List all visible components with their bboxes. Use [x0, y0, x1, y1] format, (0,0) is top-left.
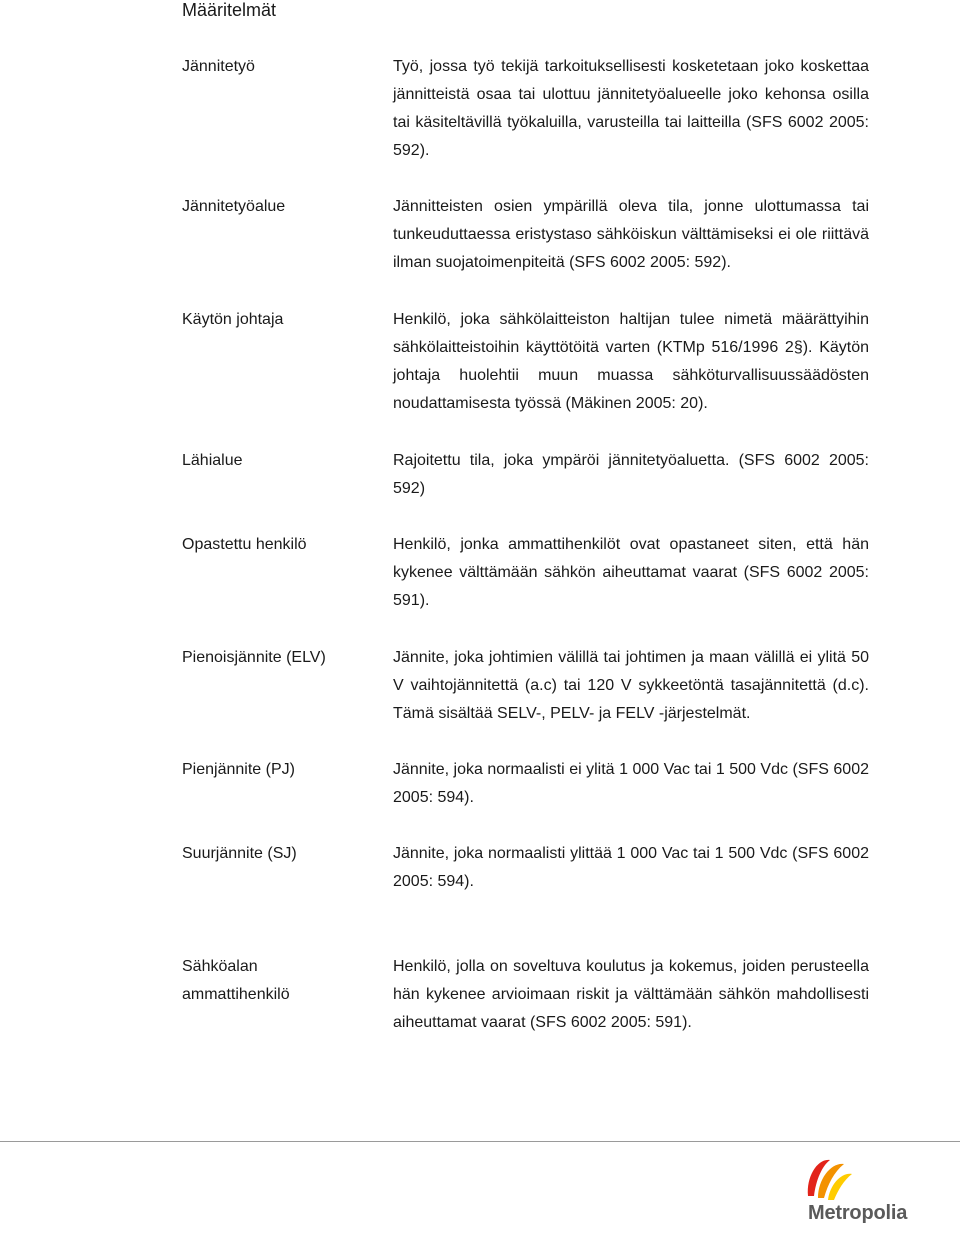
- page-title: Määritelmät: [182, 0, 277, 20]
- definition-text: Työ, jossa työ tekijä tarkoituksellisesti kosketetaan joko koskettaa jännitteistä osaa tai ulottuu jännitetyöalueelle joko kehonsa osilla tai käsiteltävillä työkaluilla, varusteilla tai laitteilla (SFS 6002 2005: 592).: [393, 58, 869, 159]
- definition-text: Jännite, joka normaalisti ei ylitä 1 000 Vac tai 1 500 Vdc (SFS 6002 2005: 594).: [393, 761, 869, 806]
- footer-divider: [0, 1141, 960, 1142]
- term: Lähialue: [182, 452, 243, 469]
- term: Pienjännite (PJ): [182, 761, 295, 778]
- term: Jännitetyöalue: [182, 198, 286, 215]
- definition-text: Jännite, joka normaalisti ylittää 1 000 Vac tai 1 500 Vdc (SFS 6002 2005: 594).: [393, 845, 869, 890]
- term: Opastettu henkilö: [182, 536, 307, 553]
- term: Jännitetyö: [182, 58, 255, 75]
- definition-text: Jännite, joka johtimien välillä tai johtimen ja maan välillä ei ylitä 50 V vaihtojännitettä (a.c) tai 120 V sykkeetöntä tasajännitettä (d.c). Tämä sisältää SELV-, PELV- ja FELV -järjestelmät.: [393, 649, 869, 722]
- term: Käytön johtaja: [182, 311, 284, 328]
- definition-text: Rajoitettu tila, joka ympäröi jännitetyöaluetta. (SFS 6002 2005: 592): [393, 452, 869, 497]
- term: Pienoisjännite (ELV): [182, 649, 326, 666]
- definition-text: Henkilö, joka sähkölaitteiston haltijan tulee nimetä määrättyihin sähkölaitteistoihin käyttötöitä varten (KTMp 516/1996 2§). Käytön johtaja huolehtii muun muassa sähköturvallisuussäädösten noudattamisesta työssä (Mäkinen 2005: 20).: [393, 311, 869, 412]
- logo-text: Metropolia: [808, 1202, 908, 1224]
- term: Suurjännite (SJ): [182, 845, 297, 862]
- definition-text: Henkilö, jonka ammattihenkilöt ovat opastaneet siten, että hän kykenee välttämään sähkön aiheuttamat vaarat (SFS 6002 2005: 591).: [393, 536, 869, 609]
- definition-text: Henkilö, jolla on soveltuva koulutus ja kokemus, joiden perusteella hän kykenee arvioimaan riskit ja välttämään sähkön mahdollisesti aiheuttamat vaarat (SFS 6002 2005: 591).: [393, 958, 869, 1031]
- term: Sähköalan ammattihenkilö: [182, 958, 290, 1003]
- definition-text: Jännitteisten osien ympärillä oleva tila, jonne ulottumassa tai tunkeuduttaessa eristystaso sähköiskun välttämiseksi ei ole riittävä ilman suojatoimenpiteitä (SFS 6002 2005: 592).: [393, 198, 869, 271]
